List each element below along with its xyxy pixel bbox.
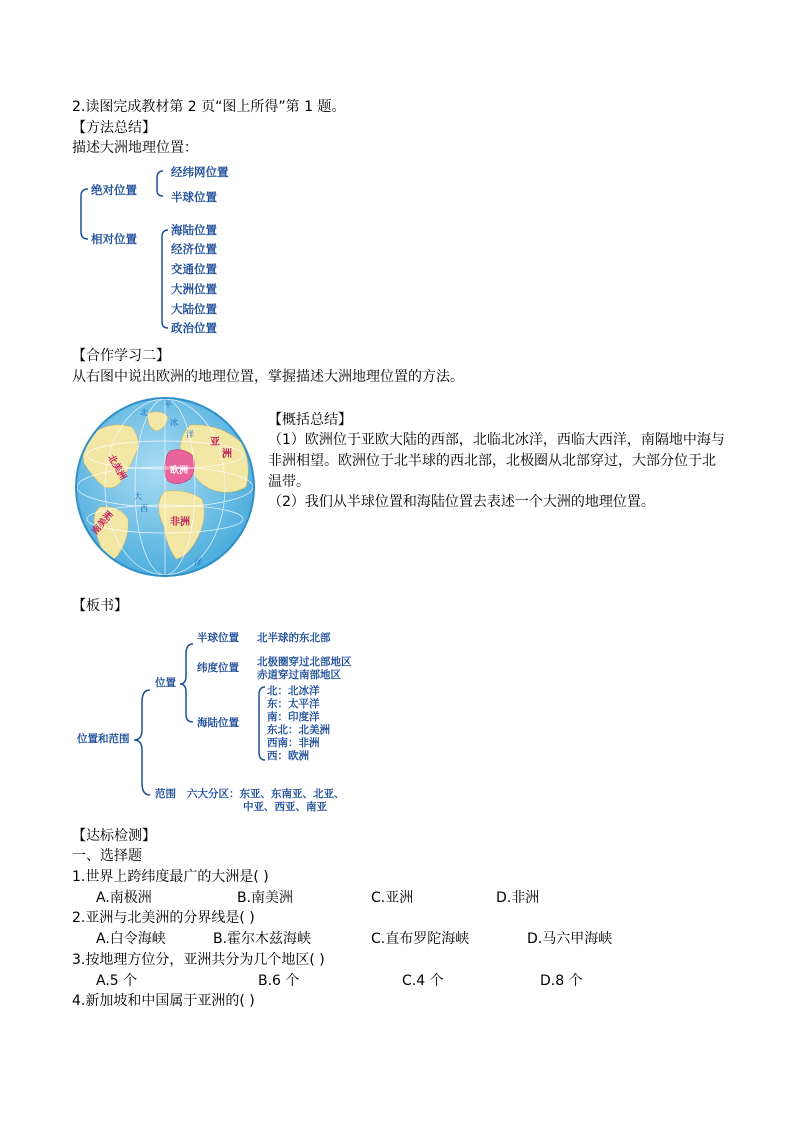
method-item: 大陆位置 <box>171 302 217 316</box>
option: D.8 个 <box>540 973 583 989</box>
method-item: 政治位置 <box>171 321 217 335</box>
board-land-sea-val: 西：欧洲 <box>267 750 309 762</box>
question-1: 1.世界上跨纬度最广的大洲是( ) <box>72 869 269 885</box>
board-scope-val: 中亚、西亚、南亚 <box>243 801 327 813</box>
label-asia-2: 洲 <box>222 449 232 460</box>
test-section: 一、选择题 <box>72 848 142 864</box>
option: D.非洲 <box>496 890 540 906</box>
method-heading: 【方法总结】 <box>72 120 156 136</box>
option: C.直布罗陀海峡 <box>371 931 470 947</box>
summary-heading: 【概括总结】 <box>268 412 352 428</box>
label-arctic-3: 洋 <box>186 430 194 439</box>
board-hemisphere: 半球位置 <box>197 632 239 644</box>
option: B.南美洲 <box>237 890 294 906</box>
label-ocean-3: 洋 <box>194 558 202 567</box>
board-land-sea-val: 南：印度洋 <box>267 711 320 723</box>
option: B.6 个 <box>258 973 300 989</box>
summary-p2: （2）我们从半球位置和海陆位置去表述一个大洲的地理位置。 <box>268 494 655 510</box>
question-2: 2.亚洲与北美洲的分界线是( ) <box>72 910 255 926</box>
method-item: 半球位置 <box>171 190 217 204</box>
label-arctic-2: 冰 <box>170 418 178 427</box>
label-europe: 欧洲 <box>170 465 189 475</box>
method-item: 海陆位置 <box>171 223 217 237</box>
board-land-sea-val: 北：北冰洋 <box>267 685 320 697</box>
board-scope-val: 六大分区：东亚、东南亚、北亚、 <box>187 788 345 800</box>
board-heading: 【板书】 <box>72 598 128 614</box>
instruction-line: 2.读图完成教材第 2 页“图上所得”第 1 题。 <box>72 99 346 115</box>
label-north-america: 北美洲 <box>106 453 129 482</box>
summary-p1: （1）欧洲位于亚欧大陆的西部，北临北冰洋，西临大西洋，南隔地中海与非洲相望。欧洲位于北半球的西北部，北极圈从北部穿过，大部分位于北温带。 <box>268 432 725 490</box>
board-land-sea-val: 东：太平洋 <box>267 698 320 710</box>
board-position: 位置 <box>155 677 176 689</box>
board-latitude-val: 赤道穿过南部地区 <box>257 669 341 681</box>
option: D.马六甲海峡 <box>527 931 613 947</box>
option: A.5 个 <box>96 973 138 989</box>
method-intro: 描述大洲地理位置： <box>72 140 198 156</box>
option: A.白令海峡 <box>96 931 166 947</box>
label-asia-1: 亚 <box>210 437 220 448</box>
option: A.南极洲 <box>96 890 152 906</box>
board-scope: 范围 <box>155 788 176 800</box>
absolute-position-label: 绝对位置 <box>91 183 137 197</box>
label-arctic-1: 北 <box>140 408 148 417</box>
board-hemisphere-val: 北半球的东北部 <box>257 632 331 644</box>
label-ocean-2: 西 <box>140 504 148 513</box>
method-item: 经济位置 <box>171 242 217 256</box>
label-africa: 非洲 <box>170 517 190 528</box>
option: B.霍尔木兹海峡 <box>213 931 312 947</box>
board-latitude-val: 北极圈穿过北部地区 <box>257 656 352 668</box>
relative-position-label: 相对位置 <box>91 232 137 246</box>
board-root: 位置和范围 <box>77 733 130 745</box>
coop-instruction: 从右图中说出欧洲的地理位置，掌握描述大洲地理位置的方法。 <box>72 369 464 385</box>
coop-heading: 【合作学习二】 <box>72 348 170 364</box>
label-pacific: 平 <box>164 400 172 409</box>
board-land-sea-val: 东北：北美洲 <box>267 724 330 736</box>
label-south-america: 南美洲 <box>89 509 115 537</box>
label-ocean-1: 大 <box>134 492 142 501</box>
option: C.4 个 <box>402 973 444 989</box>
test-heading: 【达标检测】 <box>72 828 156 844</box>
board-land-sea: 海陆位置 <box>197 717 239 729</box>
question-4: 4.新加坡和中国属于亚洲的( ) <box>72 993 255 1009</box>
method-item: 交通位置 <box>171 262 217 276</box>
question-3: 3.按地理方位分，亚洲共分为几个地区( ) <box>72 952 325 968</box>
method-item: 大洲位置 <box>171 282 217 296</box>
board-land-sea-val: 西南：非洲 <box>267 737 320 749</box>
method-item: 经纬网位置 <box>171 165 229 179</box>
option: C.亚洲 <box>371 890 414 906</box>
board-latitude: 纬度位置 <box>197 662 239 674</box>
